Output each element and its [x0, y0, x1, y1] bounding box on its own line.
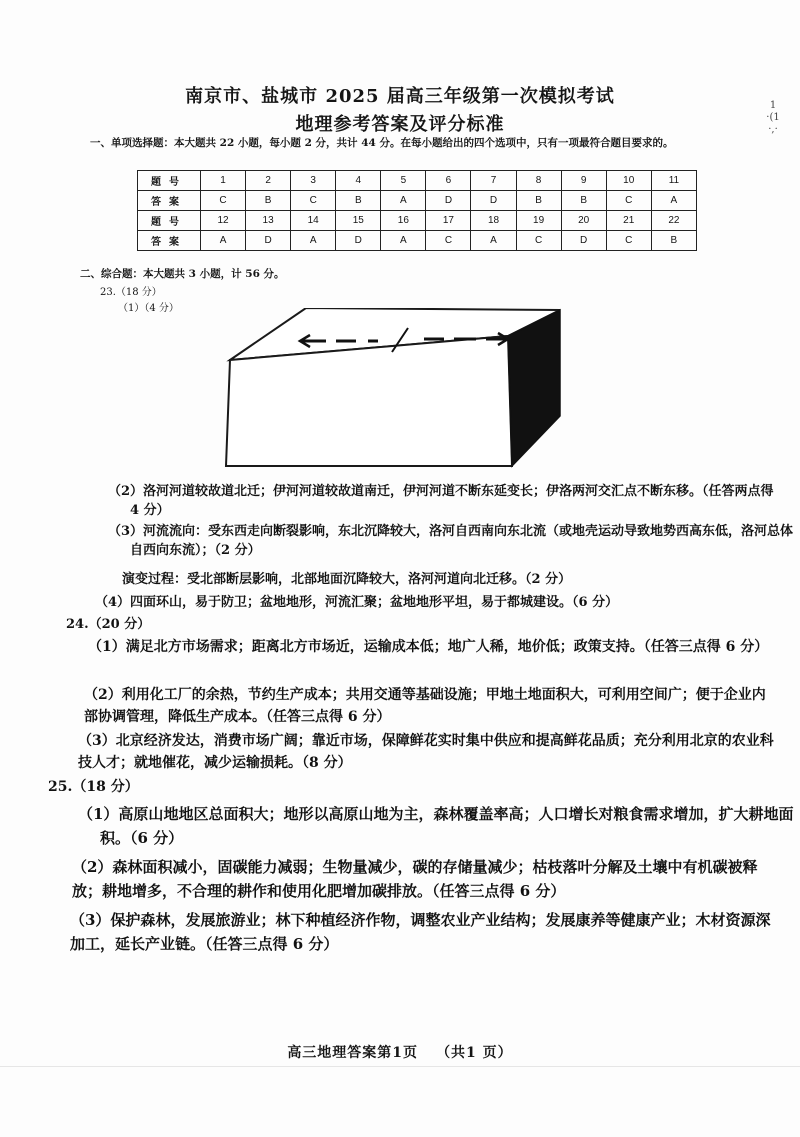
answer-25-3: （3）保护森林，发展旅游业；林下种植经济作物，调整农业产业结构；发展康养等健康产业；木材资源深加工，延长产业链。（任答三点得 6 分）	[70, 911, 771, 953]
table-cell: 15	[336, 211, 381, 231]
answer-24-3: （3）北京经济发达，消费市场广阔；靠近市场，保障鲜花实时集中供应和提高鲜花品质；充分利用北京的农业科技人才；就地催花，减少运输损耗。（8 分）	[78, 733, 774, 771]
table-cell: A	[381, 191, 426, 211]
table-cell: 12	[201, 211, 246, 231]
table-cell: 4	[336, 171, 381, 191]
exam-subtitle: 地理参考答案及评分标准	[295, 114, 505, 135]
table-cell: A	[471, 231, 516, 251]
footer-total-pages: （共1 页）	[436, 1045, 513, 1061]
answer-25-1: （1）高原山地地区总面积大；地形以高原山地为主，森林覆盖率高；人口增长对粮食需求增加，扩大耕地面积。（6 分）	[78, 805, 794, 847]
table-cell: 11	[651, 171, 696, 191]
table-row	[138, 211, 697, 231]
row-label: 答案	[138, 231, 201, 251]
table-cell: A	[651, 191, 696, 211]
section2-heading: 二、综合题：本大题共 3 小题，计 56 分。	[80, 268, 285, 280]
table-cell: C	[606, 231, 651, 251]
table-cell: C	[201, 191, 246, 211]
table-cell: 13	[246, 211, 291, 231]
table-cell: 1	[201, 171, 246, 191]
table-cell: C	[426, 231, 471, 251]
margin-marks: 1 ·(1 ·,·	[766, 100, 780, 135]
section1-heading: 一、单项选择题：本大题共 22 小题，每小题 2 分，共计 44 分。在每小题给出的四个选项中，只有一项最符合题目要求的。	[90, 137, 674, 149]
table-cell: 19	[516, 211, 561, 231]
page-footer	[0, 1042, 800, 1062]
table-row	[138, 231, 697, 251]
table-cell: 20	[561, 211, 606, 231]
row-label: 题号	[138, 171, 201, 191]
table-cell: 18	[471, 211, 516, 231]
table-cell: 21	[606, 211, 651, 231]
bottom-divider	[0, 1066, 800, 1067]
table-row	[138, 191, 697, 211]
table-cell: B	[336, 191, 381, 211]
table-cell: 5	[381, 171, 426, 191]
table-cell: 6	[426, 171, 471, 191]
table-cell: C	[516, 231, 561, 251]
answer-23-3: （3）河流流向：受东西走向断裂影响，东北沉降较大，洛河自西南向东北流（或地壳运动导致地势西高东低，洛河总体自西向东流）；（2 分）	[108, 524, 794, 558]
table-cell: D	[426, 191, 471, 211]
answer-24-2: （2）利用化工厂的余热，节约生产成本；共用交通等基础设施；甲地土地面积大，可利用空间广；便于企业内部协调管理，降低生产成本。（任答三点得 6 分）	[84, 687, 766, 725]
table-cell: 17	[426, 211, 471, 231]
question-23-label: 23.（18 分）	[100, 287, 162, 298]
table-cell: D	[471, 191, 516, 211]
table-cell: A	[201, 231, 246, 251]
table-cell: 16	[381, 211, 426, 231]
table-cell: A	[291, 231, 336, 251]
table-cell: 14	[291, 211, 336, 231]
table-row	[138, 171, 697, 191]
table-cell: D	[561, 231, 606, 251]
table-cell: A	[381, 231, 426, 251]
fault-block-diagram	[222, 308, 562, 468]
table-cell: 10	[606, 171, 651, 191]
table-cell: B	[516, 191, 561, 211]
exam-title: 南京市、盐城市 2025 届高三年级第一次模拟考试	[185, 86, 615, 107]
row-label: 答案	[138, 191, 201, 211]
table-cell: 7	[471, 171, 516, 191]
table-cell: 8	[516, 171, 561, 191]
table-cell: B	[246, 191, 291, 211]
answer-23-4: （4）四面环山，易于防卫；盆地地形，河流汇聚；盆地地形平坦，易于都城建设。（6 分）	[95, 595, 619, 610]
block-side-face	[508, 310, 560, 466]
table-cell: C	[291, 191, 336, 211]
question-23-part1-label: （1）（4 分）	[118, 303, 179, 314]
answer-table	[137, 170, 697, 251]
answer-25-2: （2）森林面积减小，固碳能力减弱；生物量减少，碳的存储量减少；枯枝落叶分解及土壤中有机碳被释放；耕地增多，不合理的耕作和使用化肥增加碳排放。（任答三点得 6 分）	[72, 858, 758, 900]
question-25-label: 25.（18 分）	[48, 779, 139, 795]
table-cell: 22	[651, 211, 696, 231]
table-cell: B	[651, 231, 696, 251]
table-cell: D	[246, 231, 291, 251]
table-cell: C	[606, 191, 651, 211]
table-cell: D	[336, 231, 381, 251]
table-cell: 2	[246, 171, 291, 191]
table-cell: B	[561, 191, 606, 211]
footer-page-label: 高三地理答案第1页	[287, 1045, 419, 1061]
table-cell: 3	[291, 171, 336, 191]
answer-24-1: （1）满足北方市场需求；距离北方市场近，运输成本低；地广人稀，地价低；政策支持。（任答三点得 6 分）	[88, 639, 769, 655]
answer-23-3-evolution: 演变过程：受北部断层影响，北部地面沉降较大，洛河河道向北迁移。（2 分）	[122, 572, 572, 587]
row-label: 题号	[138, 211, 201, 231]
question-24-label: 24.（20 分）	[66, 617, 151, 632]
table-cell: 9	[561, 171, 606, 191]
answer-23-2: （2）洛河河道较故道北迁；伊河河道较故道南迁，伊河河道不断东延变长；伊洛两河交汇点不断东移。（任答两点得 4 分）	[108, 484, 774, 518]
